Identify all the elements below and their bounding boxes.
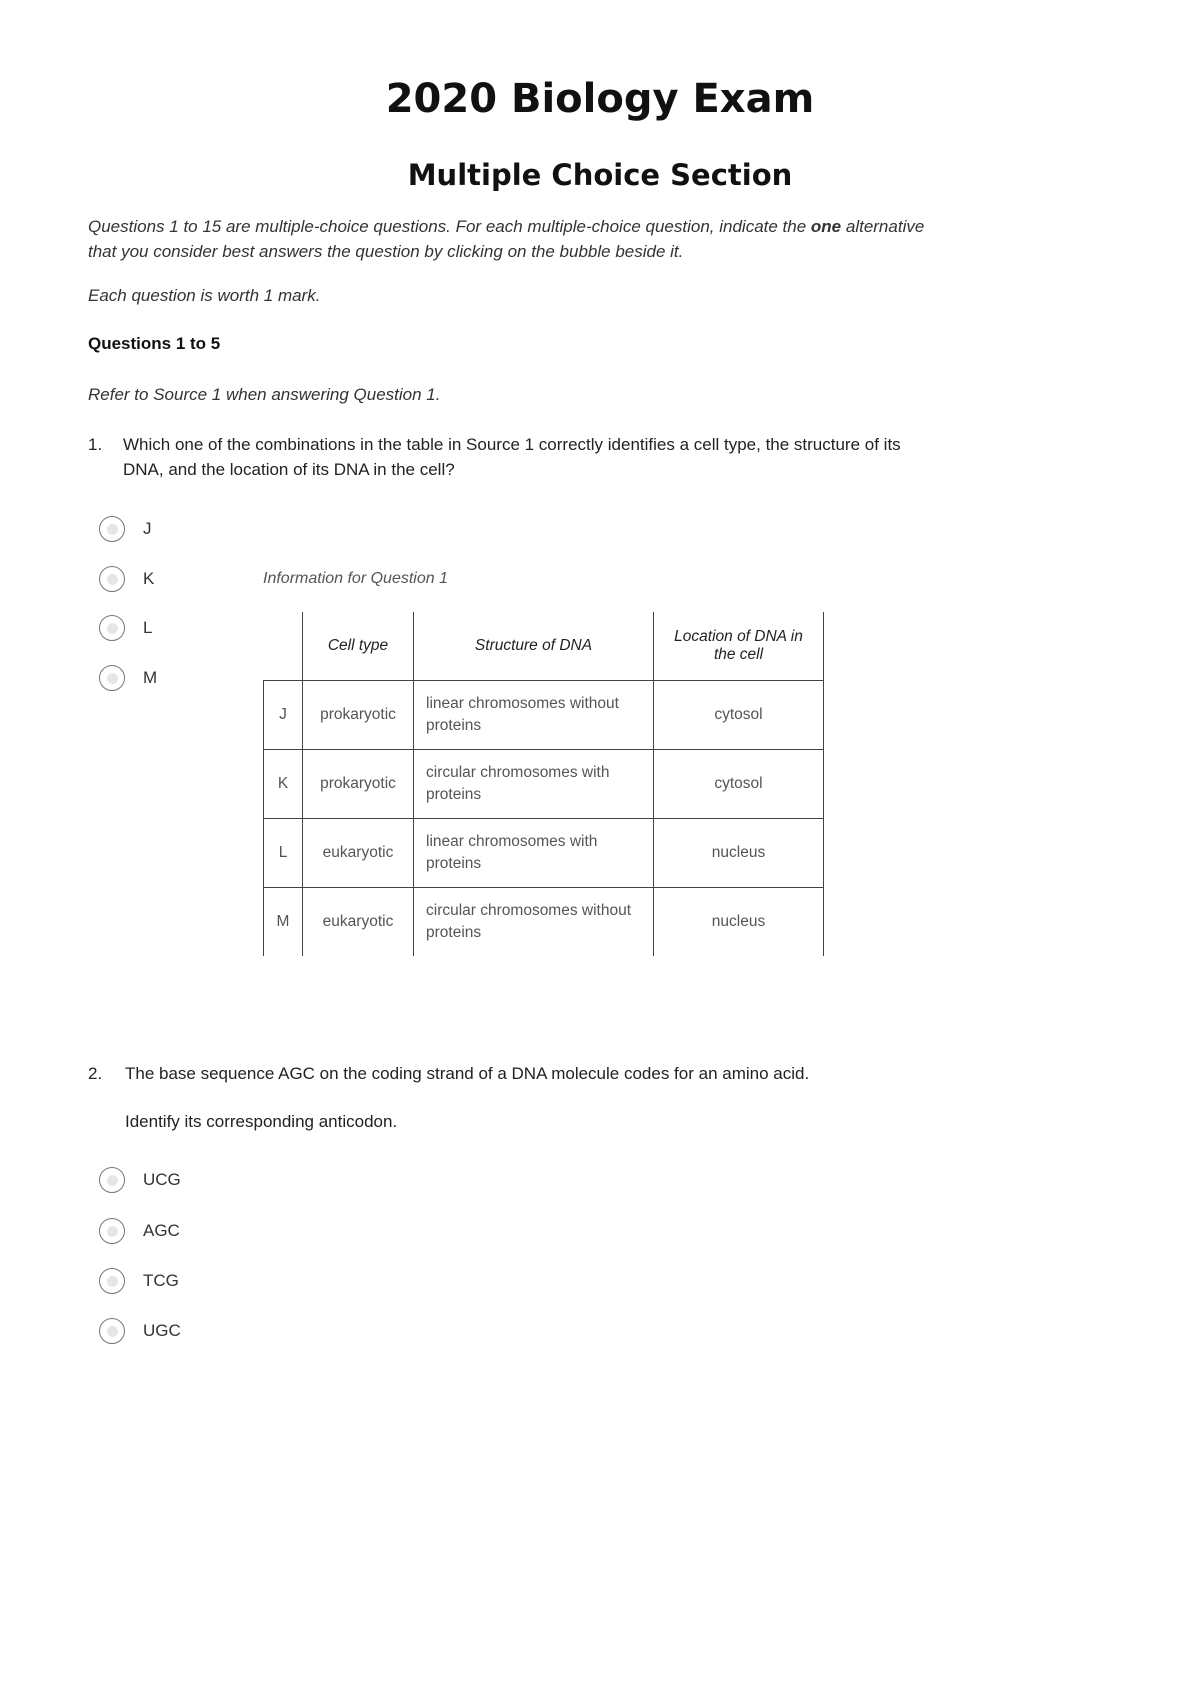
row-structure: circular chromosomes without proteins bbox=[414, 888, 654, 957]
question-2-number: 2. bbox=[88, 1064, 103, 1083]
q2-option-ugc[interactable]: UGC bbox=[99, 1318, 181, 1344]
table-row bbox=[264, 750, 824, 819]
header-structure: Structure of DNA bbox=[414, 612, 654, 681]
row-location: cytosol bbox=[654, 750, 824, 819]
q2-option-tcg[interactable]: TCG bbox=[99, 1268, 179, 1294]
row-letter: M bbox=[264, 888, 303, 957]
q2-option-agc[interactable]: AGC bbox=[99, 1218, 180, 1244]
row-cell-type: prokaryotic bbox=[303, 750, 414, 819]
section-subtitle: Multiple Choice Section bbox=[407, 158, 793, 192]
radio-bubble-icon[interactable] bbox=[99, 516, 125, 542]
row-location: nucleus bbox=[654, 888, 824, 957]
marks-note: Each question is worth 1 mark. bbox=[88, 286, 321, 305]
question-1-number: 1. bbox=[88, 435, 103, 454]
radio-bubble-icon[interactable] bbox=[99, 566, 125, 592]
radio-bubble-icon[interactable] bbox=[99, 1167, 125, 1193]
radio-bubble-icon[interactable] bbox=[99, 665, 125, 691]
row-letter: K bbox=[264, 750, 303, 819]
q1-option-m[interactable]: M bbox=[99, 665, 157, 691]
question-2-text: The base sequence AGC on the coding strand of a DNA molecule codes for an amino acid. bbox=[125, 1064, 810, 1083]
q1-option-k[interactable]: K bbox=[99, 566, 154, 592]
table-corner-cell bbox=[264, 612, 303, 681]
row-structure: circular chromosomes with proteins bbox=[414, 750, 654, 819]
q2-option-ucg[interactable]: UCG bbox=[99, 1167, 181, 1193]
table-row bbox=[264, 681, 824, 750]
table-row bbox=[264, 888, 824, 957]
radio-bubble-icon[interactable] bbox=[99, 1318, 125, 1344]
table-header-row bbox=[264, 612, 824, 681]
question-1-text: Which one of the combinations in the table in Source 1 correctly identifies a cell type, the structure of its DNA, and the location of its DNA in the cell? bbox=[123, 435, 901, 479]
radio-bubble-icon[interactable] bbox=[99, 1268, 125, 1294]
row-letter: L bbox=[264, 819, 303, 888]
radio-bubble-icon[interactable] bbox=[99, 1218, 125, 1244]
q1-option-j[interactable]: J bbox=[99, 516, 152, 542]
row-letter: J bbox=[264, 681, 303, 750]
source-caption: Information for Question 1 bbox=[263, 570, 448, 587]
row-cell-type: eukaryotic bbox=[303, 888, 414, 957]
questions-range-heading: Questions 1 to 5 bbox=[88, 334, 221, 353]
radio-bubble-icon[interactable] bbox=[99, 615, 125, 641]
q1-option-l[interactable]: L bbox=[99, 615, 152, 641]
table-row bbox=[264, 819, 824, 888]
header-cell-type: Cell type bbox=[303, 612, 414, 681]
header-location: Location of DNA in the cell bbox=[654, 612, 824, 681]
row-location: nucleus bbox=[654, 819, 824, 888]
row-cell-type: eukaryotic bbox=[303, 819, 414, 888]
row-cell-type: prokaryotic bbox=[303, 681, 414, 750]
row-structure: linear chromosomes without proteins bbox=[414, 681, 654, 750]
question-2-prompt: Identify its corresponding anticodon. bbox=[125, 1112, 398, 1131]
instructions-text: Questions 1 to 15 are multiple-choice questions. For each multiple-choice question, indicate the one alternative that you consider best answers the question by clicking on the bubble beside it. bbox=[88, 217, 925, 261]
row-structure: linear chromosomes with proteins bbox=[414, 819, 654, 888]
source-reference-note: Refer to Source 1 when answering Question 1. bbox=[88, 385, 441, 404]
page-title: 2020 Biology Exam bbox=[385, 76, 815, 122]
source-1-table bbox=[263, 612, 824, 956]
row-location: cytosol bbox=[654, 681, 824, 750]
